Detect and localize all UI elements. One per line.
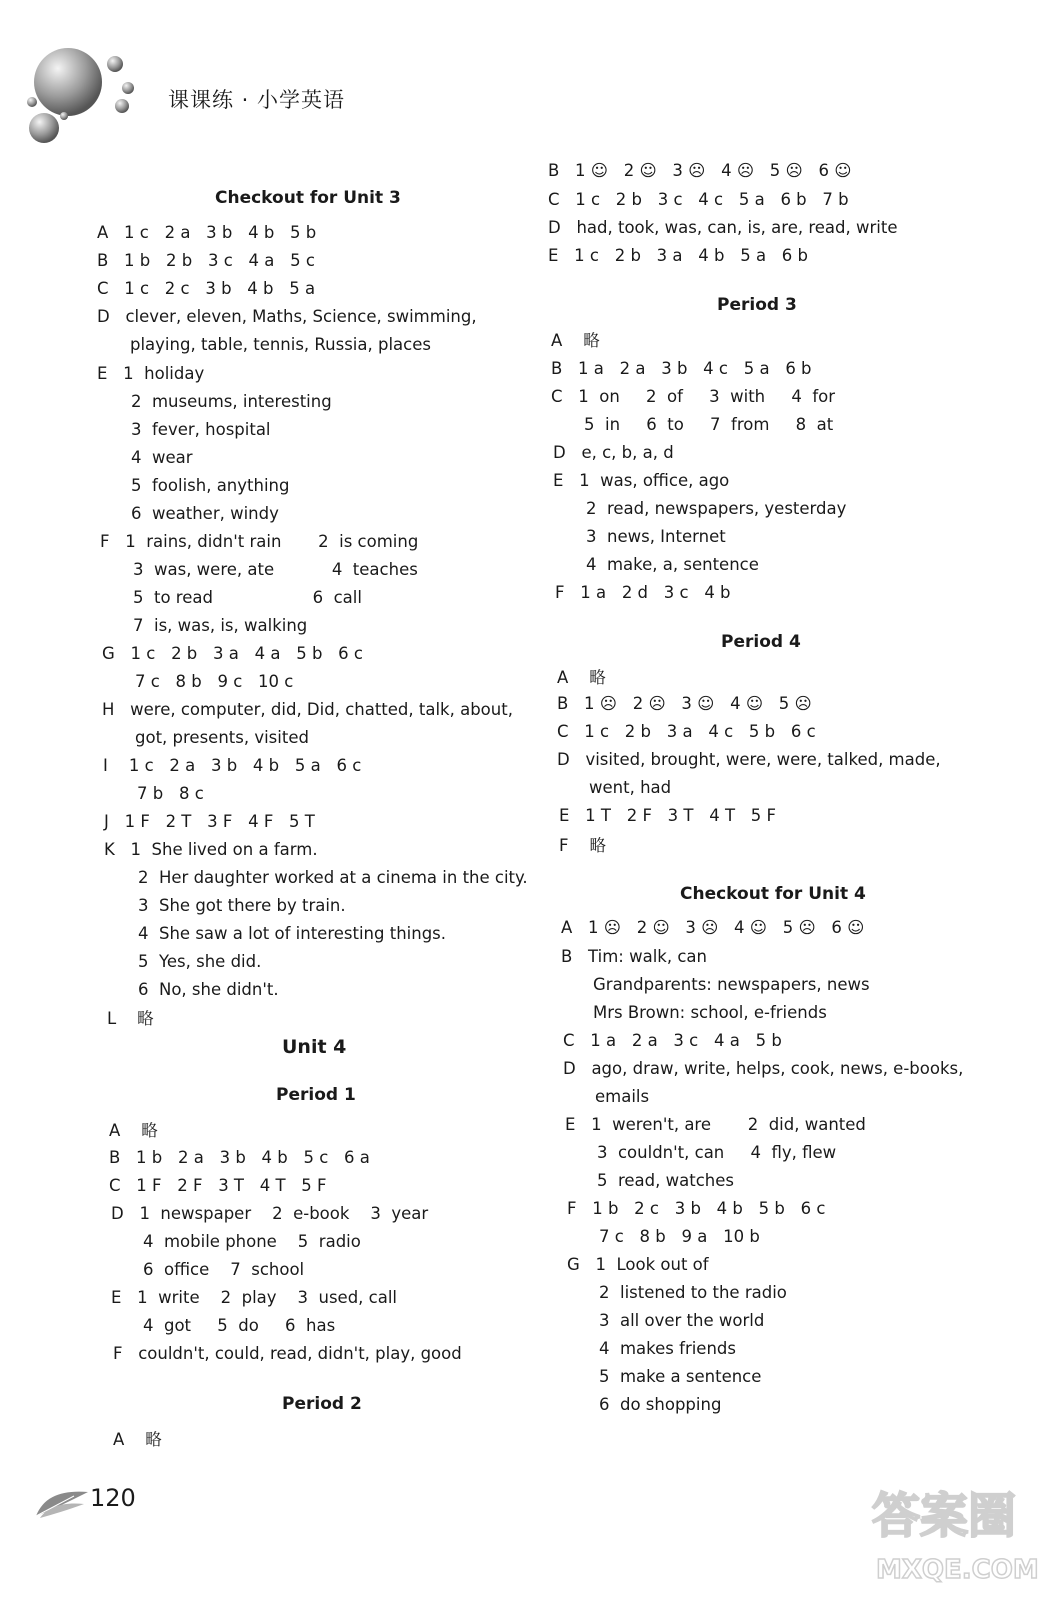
section-heading: Unit 4: [282, 1036, 347, 1058]
section-heading: Period 3: [717, 295, 797, 315]
answer-line: B 1 ☹ 2 ☹ 3 ☺ 4 ☺ 5 ☹: [557, 694, 812, 713]
answer-line: 5 make a sentence: [599, 1367, 762, 1386]
answer-line: 3 couldn't, can 4 fly, flew: [597, 1143, 837, 1162]
answer-line: B Tim: walk, can: [561, 947, 707, 966]
answer-line: 3 was, were, ate 4 teaches: [133, 560, 418, 579]
answer-line: E 1 write 2 play 3 used, call: [111, 1288, 398, 1307]
answer-line: K 1 She lived on a farm.: [104, 840, 318, 859]
answer-line: D 1 newspaper 2 e-book 3 year: [111, 1204, 429, 1223]
answer-line: C 1 F 2 F 3 T 4 T 5 F: [109, 1176, 327, 1195]
answer-line: A 略: [113, 1430, 162, 1449]
answer-line: E 1 holiday: [97, 364, 205, 383]
bubbles-decoration-icon: [18, 40, 148, 150]
answer-line: 2 listened to the radio: [599, 1283, 787, 1302]
answer-line: 4 She saw a lot of interesting things.: [138, 924, 447, 943]
answer-line: L 略: [107, 1009, 154, 1028]
answer-line: J 1 F 2 T 3 F 4 F 5 T: [104, 812, 315, 831]
answer-line: A 略: [551, 331, 600, 350]
answer-line: G 1 c 2 b 3 a 4 a 5 b 6 c: [102, 644, 363, 663]
answer-line: Grandparents: newspapers, news: [593, 975, 870, 994]
answer-line: E 1 T 2 F 3 T 4 T 5 F: [559, 806, 777, 825]
section-heading: Checkout for Unit 4: [680, 884, 866, 904]
answer-line: 5 read, watches: [597, 1171, 734, 1190]
answer-line: A 略: [109, 1121, 158, 1140]
answer-line: playing, table, tennis, Russia, places: [130, 335, 431, 354]
answer-line: I 1 c 2 a 3 b 4 b 5 a 6 c: [103, 756, 362, 775]
answer-line: 4 mobile phone 5 radio: [143, 1232, 361, 1251]
answer-line: 5 to read 6 call: [133, 588, 362, 607]
answer-line: 3 all over the world: [599, 1311, 765, 1330]
answer-line: B 1 ☺ 2 ☺ 3 ☹ 4 ☹ 5 ☹ 6 ☺: [548, 161, 852, 180]
leaf-decoration-icon: [34, 1486, 90, 1520]
answer-line: 6 office 7 school: [143, 1260, 305, 1279]
answer-line: 6 No, she didn't.: [138, 980, 279, 999]
watermark-logo-icon: [862, 1474, 1042, 1589]
answer-line: F 1 b 2 c 3 b 4 b 5 b 6 c: [567, 1199, 826, 1218]
section-heading: Period 4: [721, 632, 801, 652]
answer-line: E 1 was, office, ago: [553, 471, 730, 490]
answer-line: 7 b 8 c: [137, 784, 204, 803]
answer-line: F couldn't, could, read, didn't, play, good: [113, 1344, 462, 1363]
section-heading: Period 2: [282, 1394, 362, 1414]
page-header-title: 课课练 · 小学英语: [168, 88, 346, 112]
answer-line: F 略: [559, 836, 606, 855]
answer-line: 4 makes friends: [599, 1339, 736, 1358]
answer-line: B 1 b 2 a 3 b 4 b 5 c 6 a: [109, 1148, 370, 1167]
answer-line: B 1 b 2 b 3 c 4 a 5 c: [97, 251, 315, 270]
answer-line: C 1 c 2 c 3 b 4 b 5 a: [97, 279, 316, 298]
answer-line: G 1 Look out of: [567, 1255, 709, 1274]
answer-line: D ago, draw, write, helps, cook, news, e-books,: [563, 1059, 964, 1078]
answer-line: E 1 c 2 b 3 a 4 b 5 a 6 b: [548, 246, 809, 265]
answer-line: C 1 c 2 b 3 c 4 c 5 a 6 b 7 b: [548, 190, 849, 209]
answer-line: 7 c 8 b 9 c 10 c: [135, 672, 294, 691]
answer-line: C 1 c 2 b 3 a 4 c 5 b 6 c: [557, 722, 816, 741]
answer-line: got, presents, visited: [135, 728, 309, 747]
answer-line: 6 do shopping: [599, 1395, 722, 1414]
answer-line: 2 museums, interesting: [131, 392, 332, 411]
answer-line: C 1 a 2 a 3 c 4 a 5 b: [563, 1031, 782, 1050]
answer-line: 7 is, was, is, walking: [133, 616, 308, 635]
answer-line: 5 foolish, anything: [131, 476, 290, 495]
answer-line: 5 Yes, she did.: [138, 952, 262, 971]
answer-line: B 1 a 2 a 3 b 4 c 5 a 6 b: [551, 359, 812, 378]
answer-line: E 1 weren't, are 2 did, wanted: [565, 1115, 866, 1134]
answer-line: F 1 a 2 d 3 c 4 b: [555, 583, 731, 602]
section-heading: Checkout for Unit 3: [215, 188, 401, 208]
answer-line: 4 make, a, sentence: [586, 555, 759, 574]
answer-line: 3 fever, hospital: [131, 420, 271, 439]
page-number: 120: [90, 1484, 136, 1512]
answer-line: A 1 ☹ 2 ☺ 3 ☹ 4 ☺ 5 ☹ 6 ☺: [561, 918, 865, 937]
answer-line: D had, took, was, can, is, are, read, write: [548, 218, 898, 237]
answer-line: 2 read, newspapers, yesterday: [586, 499, 847, 518]
answer-line: 7 c 8 b 9 a 10 b: [599, 1227, 760, 1246]
answer-line: 4 wear: [131, 448, 193, 467]
svg-text:答案圈: 答案圈: [872, 1488, 1017, 1544]
svg-text:MXQE.COM: MXQE.COM: [876, 1555, 1039, 1585]
answer-line: A 1 c 2 a 3 b 4 b 5 b: [97, 223, 317, 242]
answer-line: A 略: [557, 668, 606, 687]
answer-line: 4 got 5 do 6 has: [143, 1316, 336, 1335]
answer-line: emails: [595, 1087, 650, 1106]
answer-line: 5 in 6 to 7 from 8 at: [584, 415, 834, 434]
answer-line: went, had: [589, 778, 672, 797]
answer-line: D clever, eleven, Maths, Science, swimming,: [97, 307, 477, 326]
section-heading: Period 1: [276, 1085, 356, 1105]
answer-line: H were, computer, did, Did, chatted, talk, about,: [102, 700, 513, 719]
answer-line: 3 news, Internet: [586, 527, 726, 546]
answer-line: 2 Her daughter worked at a cinema in the city.: [138, 868, 528, 887]
answer-line: Mrs Brown: school, e-friends: [593, 1003, 827, 1022]
answer-line: 3 She got there by train.: [138, 896, 346, 915]
answer-line: 6 weather, windy: [131, 504, 279, 523]
answer-line: F 1 rains, didn't rain 2 is coming: [100, 532, 419, 551]
answer-line: C 1 on 2 of 3 with 4 for: [551, 387, 836, 406]
answer-line: D e, c, b, a, d: [553, 443, 674, 462]
answer-line: D visited, brought, were, were, talked, made,: [557, 750, 941, 769]
